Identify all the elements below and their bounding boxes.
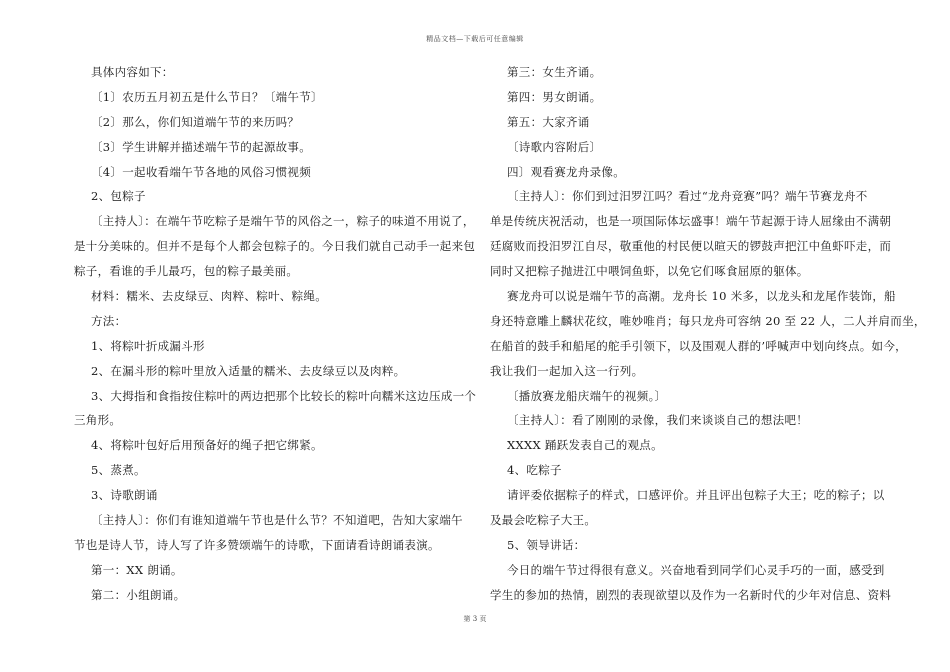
paragraph-line: 〔主持人〕：你们有谁知道端午节也是什么节？不知道吧，告知大家端午 — [91, 513, 463, 528]
paragraph-line: 〔主持人〕：在端午节吃粽子是端午节的风俗之一，粽子的味道不用说了， — [91, 214, 475, 229]
paragraph-line: 〔1〕农历五月初五是什么节日？〔端午节〕 — [91, 89, 323, 104]
paragraph-line: 〔播放赛龙船庆端午的视频。〕 — [507, 388, 667, 403]
paragraph-line: 同时又把粽子抛进江中喂饲鱼虾，以免它们啄食屈原的躯体。 — [490, 264, 809, 279]
paragraph-line: 〔3〕学生讲解并描述端午节的起源故事。 — [91, 139, 312, 154]
paragraph-line: 身还特意雕上麟状花纹，唯妙唯肖；每只龙舟可容纳 20 至 22 人，二人并肩而坐， — [490, 313, 926, 328]
paragraph-line: 第一：XX 朗诵。 — [91, 562, 183, 577]
paragraph-line: 节也是诗人节，诗人写了许多赞颂端午的诗歌，下面请看诗朗诵表演。 — [74, 537, 440, 552]
paragraph-line: 是十分美味的。但并不是每个人都会包粽子的。今日我们就自己动手一起来包 — [74, 239, 476, 254]
paragraph-line: 第三：女生齐诵。 — [507, 65, 602, 79]
paragraph-line: 4、将粽叶包好后用预备好的绳子把它绑紧。 — [91, 438, 323, 453]
paragraph-line: 2、包粽子 — [91, 189, 146, 204]
paragraph-line: 三角形。 — [74, 413, 122, 428]
paragraph-line: 〔主持人〕：你们到过汨罗江吗？看过“龙舟竞赛”吗？端午节赛龙舟不 — [507, 189, 868, 204]
paragraph-line: 第四：男女朗诵。 — [507, 89, 602, 104]
right-column — [490, 60, 926, 608]
paragraph-line: 4、吃粽子 — [507, 463, 562, 478]
paragraph-line: 〔主持人〕：看了刚刚的录像，我们来谈谈自己的想法吧！ — [507, 413, 809, 428]
paragraph-line: 1、将粽叶折成漏斗形 — [91, 338, 205, 353]
paragraph-line: 四〕观看赛龙舟录像。 — [507, 164, 625, 179]
paragraph-line: 〔诗歌内容附后〕 — [507, 139, 602, 154]
paragraph-line: 今日的端午节过得很有意义。兴奋地看到同学们心灵手巧的一面，感受到 — [507, 562, 885, 577]
paragraph-line: 3、诗歌朗诵 — [91, 488, 158, 503]
paragraph-line: 〔4〕一起收看端午节各地的风俗习惯视频 — [91, 164, 312, 179]
paragraph-line: XXXX 踊跃发表自己的观点。 — [507, 438, 663, 453]
paragraph-line: 具体内容如下： — [91, 65, 174, 79]
paragraph-line: 我让我们一起加入这一行列。 — [490, 363, 644, 378]
paragraph-line: 5、蒸煮。 — [91, 463, 146, 478]
paragraph-line: 〔2〕那么，你们知道端午节的来历吗？ — [91, 114, 300, 129]
paragraph-line: 第五：大家齐诵 — [507, 114, 590, 129]
paragraph-line: 5、领导讲话： — [507, 537, 586, 552]
paragraph-line: 廷腐败而投汨罗江自尽，敬重他的村民便以暄天的锣鼓声把江中鱼虾吓走，而 — [490, 239, 892, 254]
page-header: 精品文档—下载后可任意编辑 — [426, 35, 524, 43]
page-number: 第 3 页 — [463, 615, 487, 623]
paragraph-line: 材料：糯米、去皮绿豆、肉粹、粽叶、粽绳。 — [91, 289, 327, 304]
paragraph-line: 及最会吃粽子大王。 — [490, 513, 597, 528]
paragraph-line: 第二：小组朗诵。 — [91, 587, 186, 602]
paragraph-line: 赛龙舟可以说是端午节的高潮。龙舟长 10 米多，以龙头和龙尾作装饰，船 — [507, 289, 896, 304]
paragraph-line: 2、在漏斗形的粽叶里放入适量的糯米、去皮绿豆以及肉粹。 — [91, 363, 406, 378]
paragraph-line: 单是传统庆祝活动，也是一项国际体坛盛事！端午节起源于诗人屈缘由不满朝 — [490, 214, 892, 229]
paragraph-line: 3、大拇指和食指按住粽叶的两边把那个比较长的粽叶向糯米这边压成一个 — [91, 388, 477, 403]
left-column — [74, 60, 477, 608]
paragraph-line: 请评委依据粽子的样式，口感评价。并且评出包粽子大王；吃的粽子；以 — [507, 488, 885, 503]
paragraph-line: 在船首的鼓手和船尾的舵手引领下，以及围观人群的’呼喊声中划向终点。如今， — [490, 338, 907, 353]
paragraph-line: 方法： — [91, 313, 127, 328]
paragraph-line: 粽子，看谁的手儿最巧，包的粽子最美丽。 — [74, 264, 299, 279]
paragraph-line: 学生的参加的热情，剧烈的表现欲望以及作为一名新时代的少年对信息、资料 — [490, 587, 892, 602]
